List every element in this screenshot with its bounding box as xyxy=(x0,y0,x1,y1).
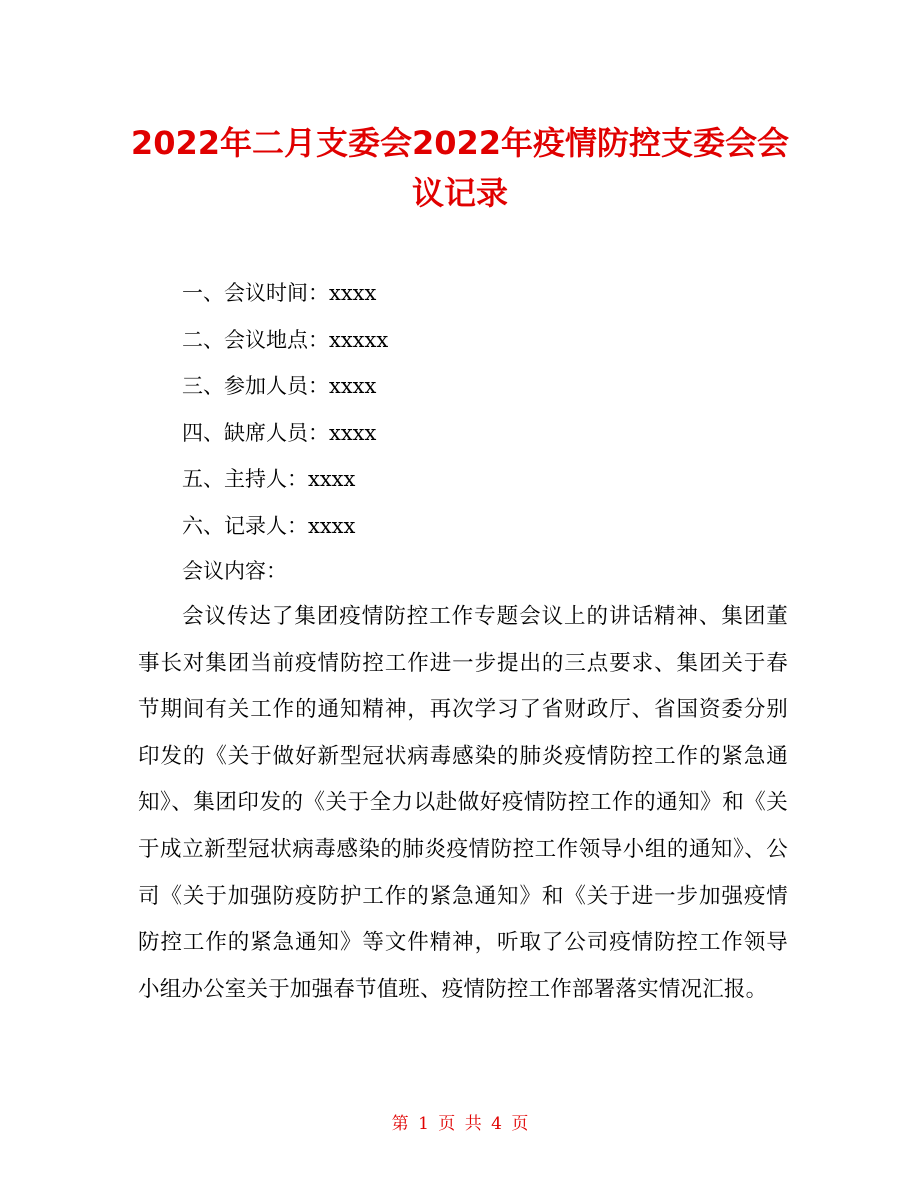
page-footer: 第 1 页 共 4 页 xyxy=(391,1114,529,1134)
meeting-location: 二、会议地点：xxxxx xyxy=(182,327,389,352)
meeting-info-list xyxy=(182,270,388,549)
meeting-absentees: 四、缺席人员：xxxx xyxy=(182,420,377,445)
meeting-time: 一、会议时间：xxxx xyxy=(182,281,377,305)
meeting-host: 五、主持人：xxxx xyxy=(182,467,356,491)
content-heading: 会议内容： xyxy=(182,559,287,583)
document-title: 2022年二月支委会2022年疫情防控支委会会议记录 xyxy=(130,124,790,212)
content-paragraph: 会议传达了集团疫情防控工作专题会议上的讲话精神、集团董事长对集团当前疫情防控工作进一步提出的三点要求、集团关于春节期间有关工作的通知精神，再次学习了省财政厅、省国资委分别印发的《关于做好新型冠状病毒感染的肺炎疫情防控工作的紧急通知》、集团印发的《关于全力以赴做好疫情防控工作的通知》和《关于成立新型冠状病毒感染的肺炎疫情防控工作领导小组的通知》、公司《关于加强防疫防护工作的紧急通知》和《关于进一步加强疫情防控工作的紧急通知》等文件精神，听取了公司疫情防控工作领导小组办公室关于加强春节值班、疫情防控工作部署落实情况汇报。 xyxy=(138,604,788,1002)
meeting-attendees: 三、参加人员：xxxx xyxy=(182,374,377,398)
meeting-recorder: 六、记录人：xxxx xyxy=(182,513,356,538)
